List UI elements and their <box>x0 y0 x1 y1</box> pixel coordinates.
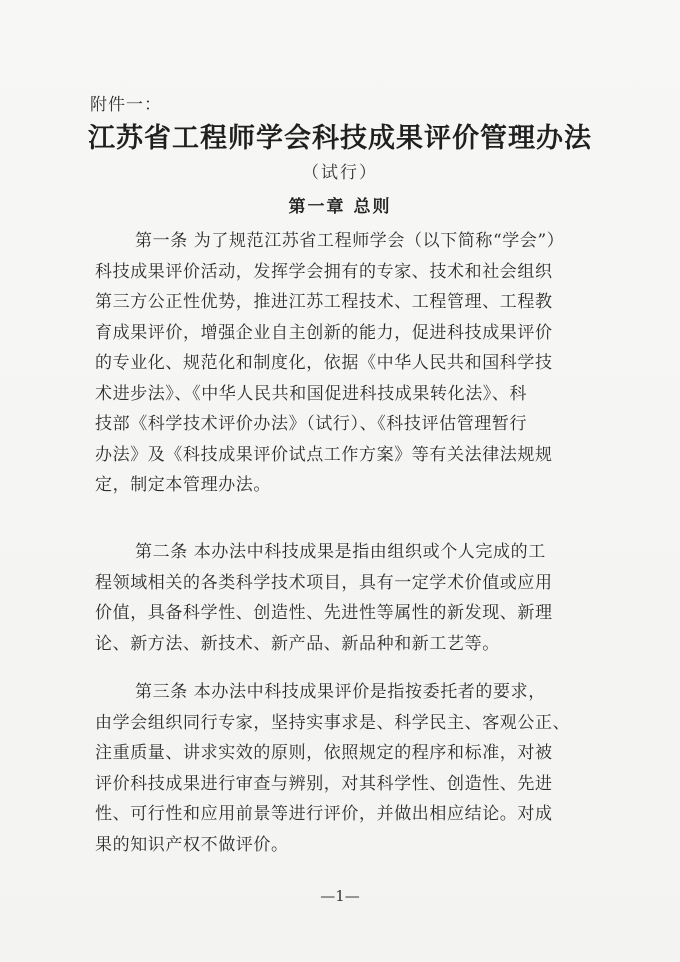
article-1-line: 技部《科学技术评价办法》（试行）、《科技评估管理暂行 <box>95 414 528 434</box>
article-3-line: 第三条 本办法中科技成果评价是指按委托者的要求， <box>135 682 546 702</box>
article-2-line: 论、新方法、新技术、新产品、新品种和新工艺等。 <box>95 633 500 654</box>
document-subtitle: （试行） <box>302 163 378 183</box>
article-1-line: 科技成果评价活动，发挥学会拥有的专家、技术和社会组织 <box>95 261 553 282</box>
article-3-line: 评价科技成果进行审查与辨别，对其科学性、创造性、先进 <box>95 773 553 794</box>
article-2 <box>95 537 585 659</box>
page-number: —1— <box>320 887 360 905</box>
article-1 <box>95 226 585 501</box>
article-1-line: 育成果评价，增强企业自主创新的能力，促进科技成果评价 <box>95 322 553 343</box>
article-1-line: 第三方公正性优势，推进江苏工程技术、工程管理、工程教 <box>95 292 553 312</box>
article-1-line: 术进步法》、《中华人民共和国促进科技成果转化法》、科 <box>95 383 528 404</box>
article-3-line: 注重质量、讲求实效的原则，依照规定的程序和标准，对被 <box>95 743 553 763</box>
article-1-line: 的专业化、规范化和制度化，依据《中华人民共和国科学技 <box>95 353 553 373</box>
article-3-line: 性、可行性和应用前景等进行评价，并做出相应结论。对成 <box>95 804 553 824</box>
article-3-line: 由学会组织同行专家，坚持实事求是、科学民主、客观公正、 <box>95 712 571 733</box>
article-1-line: 第一条 为了规范江苏省工程师学会（以下简称“学会”） <box>135 231 565 251</box>
article-2-line: 价值，具备科学性、创造性、先进性等属性的新发现、新理 <box>95 603 553 623</box>
chapter-heading: 第一章 总则 <box>288 197 392 217</box>
article-3 <box>95 677 585 860</box>
article-3-line: 果的知识产权不做评价。 <box>95 834 289 855</box>
article-2-line: 第二条 本办法中科技成果是指由组织或个人完成的工 <box>135 542 546 562</box>
document-title: 江苏省工程师学会科技成果评价管理办法 <box>88 123 592 154</box>
attachment-label: 附件一： <box>90 95 162 115</box>
article-2-line: 程领域相关的各类科学技术项目，具有一定学术价值或应用 <box>95 572 553 593</box>
article-1-line: 定，制定本管理办法。 <box>95 475 271 495</box>
article-1-line: 办法》及《科技成果评价试点工作方案》等有关法律法规规 <box>95 444 553 465</box>
